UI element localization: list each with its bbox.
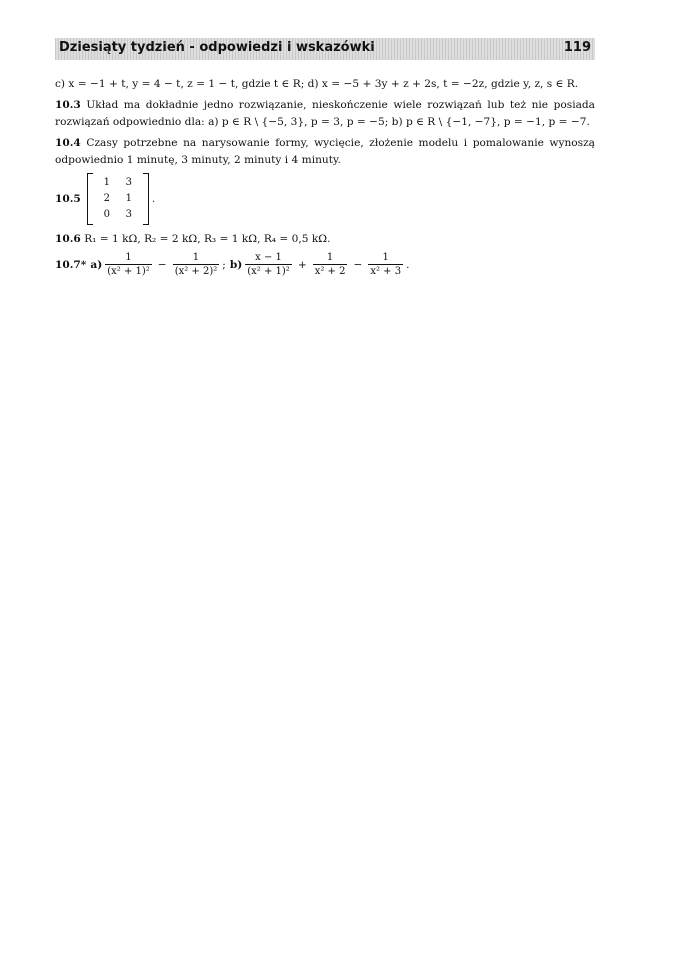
denominator: (x² + 1)² bbox=[107, 266, 150, 277]
numerator: x − 1 bbox=[255, 252, 282, 263]
matrix-cell: 0 bbox=[103, 209, 110, 220]
answer-10-4 bbox=[55, 135, 595, 169]
denominator: (x² + 1)² bbox=[247, 266, 290, 277]
matrix-cell: 1 bbox=[103, 177, 110, 188]
part-a-label: a) bbox=[90, 258, 103, 271]
answer-10-7 bbox=[55, 252, 595, 278]
operator: − bbox=[157, 258, 167, 271]
answer-number: 10.4 bbox=[55, 137, 81, 149]
end-period: . bbox=[406, 258, 410, 271]
answer-text: Układ ma dokładnie jedno rozwiązanie, nieskończenie wiele rozwiązań lub też nie posiada rozwiązań odpowiednio dla: a) p ∈ R \ {−5, 3}, p = 3, p = −5; b) p ∈ R \ {−1, −7}, p = −1, p = −7. bbox=[55, 99, 595, 128]
matrix-cell: 2 bbox=[103, 193, 110, 204]
matrix-period: . bbox=[151, 192, 156, 205]
matrix bbox=[93, 175, 143, 223]
operator: − bbox=[353, 258, 363, 271]
header-title: Dziesiąty tydzień - odpowiedzi i wskazówki bbox=[59, 40, 375, 55]
denominator: (x² + 2)² bbox=[174, 266, 218, 277]
answer-10-3 bbox=[55, 97, 595, 131]
numerator: 1 bbox=[192, 252, 200, 263]
matrix-right-bracket bbox=[143, 173, 149, 225]
fraction bbox=[313, 252, 348, 278]
answer-text: R₁ = 1 kΩ, R₂ = 2 kΩ, R₃ = 1 kΩ, R₄ = 0,5 kΩ. bbox=[84, 233, 331, 245]
answer-10-5 bbox=[55, 173, 595, 225]
denominator: x² + 2 bbox=[314, 266, 346, 277]
numerator: 1 bbox=[326, 252, 334, 263]
answers-body bbox=[55, 76, 595, 278]
answer-number: 10.7* bbox=[55, 258, 87, 271]
answer-number: 10.3 bbox=[55, 99, 81, 111]
answer-10-2-cd: c) x = −1 + t, y = 4 − t, z = 1 − t, gdzie t ∈ R; d) x = −5 + 3y + z + 2s, t = −2z, gdzie y, z, s ∈ R. bbox=[55, 78, 579, 90]
answer-number: 10.6 bbox=[55, 233, 81, 245]
answer-text: Czasy potrzebne na narysowanie formy, wycięcie, złożenie modelu i pomalowanie wynoszą odpowiednio 1 minutę, 3 minuty, 2 minuty i 4 minuty. bbox=[55, 137, 595, 166]
fraction bbox=[105, 252, 152, 278]
fraction bbox=[368, 252, 403, 278]
numerator: 1 bbox=[125, 252, 132, 263]
part-b-label: b) bbox=[229, 258, 243, 271]
matrix-cell: 3 bbox=[125, 209, 132, 220]
separator: ; bbox=[222, 258, 226, 271]
matrix-cell: 1 bbox=[125, 193, 132, 204]
fraction bbox=[173, 252, 220, 278]
numerator: 1 bbox=[382, 252, 389, 263]
matrix-cell: 3 bbox=[125, 177, 132, 188]
page-number: 119 bbox=[563, 40, 591, 55]
fraction bbox=[245, 252, 292, 278]
running-header bbox=[55, 38, 595, 60]
denominator: x² + 3 bbox=[370, 266, 402, 277]
answer-number: 10.5 bbox=[55, 192, 81, 205]
answer-10-6 bbox=[55, 231, 595, 248]
operator: + bbox=[297, 258, 307, 271]
